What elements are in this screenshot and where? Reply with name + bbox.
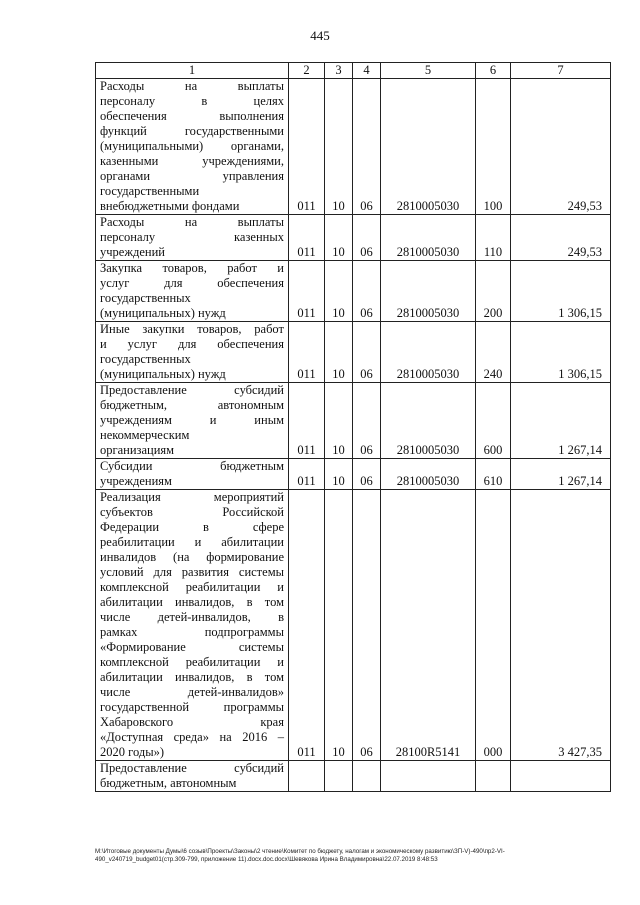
document-footer <box>95 848 620 864</box>
table-row <box>96 383 611 459</box>
description-line: некоммерческим <box>100 428 190 442</box>
expense-description <box>96 215 289 261</box>
description-line: Закупка товаров, работ и <box>100 261 284 275</box>
description-line: Субсидии бюджетным <box>100 459 284 473</box>
amount: 1 306,15 <box>511 261 611 322</box>
description-line: Расходы на выплаты <box>100 79 284 93</box>
description-line: 2020 годы») <box>100 745 165 759</box>
section-code: 10 <box>325 261 353 322</box>
subsection-code: 06 <box>353 322 381 383</box>
description-line: Иные закупки товаров, работ <box>100 322 284 336</box>
subsection-code: 06 <box>353 459 381 490</box>
description-line: государственными <box>100 184 200 198</box>
description-line: бюджетным, автономным <box>100 776 237 790</box>
description-line: персоналу в целях <box>100 94 284 108</box>
subsection-code: 06 <box>353 490 381 761</box>
description-line: условий для развития системы <box>100 565 284 579</box>
description-line: Предоставление субсидий <box>100 761 284 775</box>
footer-file-line: 490_v240719_budget01(стр.309-799, приложение 11).docx.doc.docx\Шевякова Ирина Владимировна\22.07.2019 8:48:53 <box>95 856 438 863</box>
section-code: 10 <box>325 383 353 459</box>
ministry-code: 011 <box>289 215 325 261</box>
table-row <box>96 761 611 792</box>
description-line: Федерации в сфере <box>100 520 284 534</box>
ministry-code: 011 <box>289 322 325 383</box>
expense-description <box>96 761 289 792</box>
description-line: персоналу казенных <box>100 230 284 244</box>
table-header-row <box>96 63 611 79</box>
description-line: рамках подпрограммы <box>100 625 284 639</box>
expense-description <box>96 490 289 761</box>
expense-description <box>96 383 289 459</box>
expense-type-code: 200 <box>476 261 511 322</box>
description-line: внебюджетными фондами <box>100 199 240 213</box>
description-line: «Формирование системы <box>100 640 284 654</box>
header-cell: 3 <box>325 63 353 79</box>
ministry-code <box>289 761 325 792</box>
section-code: 10 <box>325 215 353 261</box>
description-line: и услуг для обеспечения <box>100 337 284 351</box>
ministry-code: 011 <box>289 459 325 490</box>
description-line: Хабаровского края <box>100 715 284 729</box>
page-number: 445 <box>310 28 330 43</box>
expense-description <box>96 79 289 215</box>
header-cell: 4 <box>353 63 381 79</box>
table-row <box>96 215 611 261</box>
description-line: Предоставление субсидий <box>100 383 284 397</box>
description-line: числе детей-инвалидов» <box>100 685 284 699</box>
description-line: обеспечения выполнения <box>100 109 284 123</box>
amount <box>511 761 611 792</box>
expense-type-code: 600 <box>476 383 511 459</box>
description-line: учреждениям и иным <box>100 413 284 427</box>
table-row <box>96 459 611 490</box>
amount: 3 427,35 <box>511 490 611 761</box>
description-line: государственной программы <box>100 700 284 714</box>
description-line: Расходы на выплаты <box>100 215 284 229</box>
description-line: функций государственными <box>100 124 284 138</box>
amount: 1 267,14 <box>511 383 611 459</box>
subsection-code: 06 <box>353 383 381 459</box>
ministry-code: 011 <box>289 490 325 761</box>
subsection-code <box>353 761 381 792</box>
expense-type-code: 610 <box>476 459 511 490</box>
description-line: учреждений <box>100 245 165 259</box>
target-article-code: 2810005030 <box>381 459 476 490</box>
section-code: 10 <box>325 459 353 490</box>
target-article-code: 2810005030 <box>381 261 476 322</box>
amount: 249,53 <box>511 79 611 215</box>
description-line: абилитации инвалидов, в том <box>100 670 284 684</box>
section-code: 10 <box>325 79 353 215</box>
description-line: реабилитации и абилитации <box>100 535 284 549</box>
description-line: «Доступная среда» на 2016 – <box>100 730 284 744</box>
expense-type-code: 110 <box>476 215 511 261</box>
description-line: инвалидов (на формирование <box>100 550 284 564</box>
ministry-code: 011 <box>289 261 325 322</box>
target-article-code: 2810005030 <box>381 79 476 215</box>
expense-type-code: 100 <box>476 79 511 215</box>
section-code <box>325 761 353 792</box>
footer-path-line: M:\Итоговые документы Думы\6 созыв\Проекты\Законы\2 чтение\Комитет по бюджету, налогам и экономическому развитию\ЗП-V)-490\пр2-VI- <box>95 848 505 855</box>
subsection-code: 06 <box>353 261 381 322</box>
header-cell: 2 <box>289 63 325 79</box>
target-article-code: 2810005030 <box>381 215 476 261</box>
description-line: организациям <box>100 443 175 457</box>
target-article-code: 2810005030 <box>381 383 476 459</box>
description-line: (муниципальных) нужд <box>100 306 226 320</box>
amount: 1 306,15 <box>511 322 611 383</box>
table-row <box>96 261 611 322</box>
target-article-code: 2810005030 <box>381 322 476 383</box>
amount: 249,53 <box>511 215 611 261</box>
description-line: услуг для обеспечения <box>100 276 284 290</box>
description-line: абилитации инвалидов, в том <box>100 595 284 609</box>
description-line: бюджетным, автономным <box>100 398 284 412</box>
subsection-code: 06 <box>353 79 381 215</box>
description-line: государственных <box>100 291 191 305</box>
description-line: (муниципальных) нужд <box>100 367 226 381</box>
expense-description <box>96 459 289 490</box>
budget-table <box>95 62 611 792</box>
ministry-code: 011 <box>289 383 325 459</box>
table-row <box>96 490 611 761</box>
target-article-code: 28100R5141 <box>381 490 476 761</box>
table-row <box>96 322 611 383</box>
description-line: учреждениям <box>100 474 172 488</box>
amount: 1 267,14 <box>511 459 611 490</box>
description-line: (муниципальными) органами, <box>100 139 284 153</box>
description-line: Реализация мероприятий <box>100 490 284 504</box>
expense-description <box>96 261 289 322</box>
section-code: 10 <box>325 322 353 383</box>
description-line: комплексной реабилитации и <box>100 655 284 669</box>
description-line: числе детей-инвалидов, в <box>100 610 284 624</box>
table-row <box>96 79 611 215</box>
expense-description <box>96 322 289 383</box>
ministry-code: 011 <box>289 79 325 215</box>
header-cell: 7 <box>511 63 611 79</box>
description-line: органами управления <box>100 169 284 183</box>
description-line: комплексной реабилитации и <box>100 580 284 594</box>
description-line: государственных <box>100 352 191 366</box>
expense-type-code: 000 <box>476 490 511 761</box>
header-cell: 6 <box>476 63 511 79</box>
header-cell: 5 <box>381 63 476 79</box>
section-code: 10 <box>325 490 353 761</box>
expense-type-code <box>476 761 511 792</box>
header-cell: 1 <box>96 63 289 79</box>
subsection-code: 06 <box>353 215 381 261</box>
expense-type-code: 240 <box>476 322 511 383</box>
description-line: субъектов Российской <box>100 505 284 519</box>
target-article-code <box>381 761 476 792</box>
description-line: казенными учреждениями, <box>100 154 284 168</box>
